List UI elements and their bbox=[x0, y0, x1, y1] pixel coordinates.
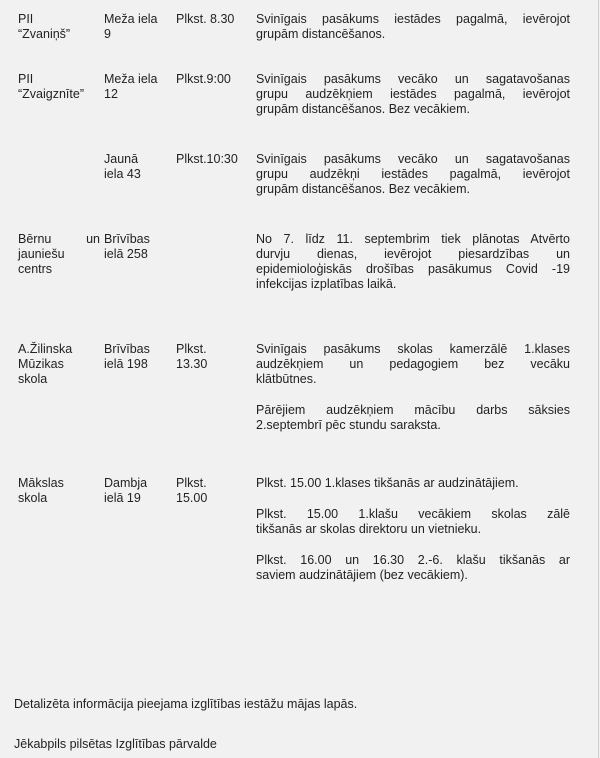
event-description bbox=[256, 12, 570, 42]
time: Plkst. 13.30 bbox=[176, 342, 208, 371]
description-paragraph: Svinīgais pasākums vecāko un sagatavošanas grupu audzēkņi iestādes pagalmā, ievērojot grupām distancēšanos. Bez vecākiem. bbox=[256, 152, 570, 196]
address: Dambja ielā 19 bbox=[104, 476, 148, 505]
event-description bbox=[256, 342, 570, 433]
address: Brīvības ielā 198 bbox=[104, 342, 150, 371]
description-paragraph: Plkst. 16.00 un 16.30 2.-6. klašu tikšanās ar saviem audzinātājiem (bez vecākiem). bbox=[256, 553, 570, 582]
institution-name: PII “Zvaigznīte” bbox=[18, 72, 84, 101]
description-paragraph: Plkst. 15.00 1.klases tikšanās ar audzinātājiem. bbox=[256, 476, 519, 490]
event-description bbox=[256, 152, 570, 197]
time: Plkst.10:30 bbox=[176, 152, 238, 166]
description-paragraph: Svinīgais pasākums vecāko un sagatavošanas grupu audzēkņiem iestādes pagalmā, ievērojot grupām distancēšanos. Bez vecākiem. bbox=[256, 72, 570, 116]
footer-info: Detalizēta informācija pieejama izglītības iestāžu mājas lapās. bbox=[14, 697, 358, 711]
event-description bbox=[256, 72, 570, 117]
institution-name: Bērnu un jauniešu centrs bbox=[18, 232, 100, 276]
description-paragraph: Svinīgais pasākums skolas kamerzālē 1.klases audzēkņiem un pedagogiem bez vecāku klātbūtnes. bbox=[256, 342, 570, 386]
time: Plkst. 15.00 bbox=[176, 476, 208, 505]
footer-signature: Jēkabpils pilsētas Izglītības pārvalde bbox=[14, 737, 217, 751]
address: Meža iela 12 bbox=[104, 72, 158, 101]
institution-name: Mākslas skola bbox=[18, 476, 64, 505]
time: Plkst. 8.30 bbox=[176, 12, 235, 26]
description-paragraph: Pārējiem audzēkņiem mācību darbs sāksies 2.septembrī pēc stundu saraksta. bbox=[256, 403, 570, 432]
institution-name: A.Žilinska Mūzikas skola bbox=[18, 342, 73, 386]
description-paragraph: Plkst. 15.00 1.klašu vecākiem skolas zālē tikšanās ar skolas direktoru un vietnieku. bbox=[256, 507, 570, 536]
description-paragraph: Svinīgais pasākums iestādes pagalmā, ievērojot grupām distancēšanos. bbox=[256, 12, 570, 41]
address: Meža iela 9 bbox=[104, 12, 158, 41]
address: Brīvības ielā 258 bbox=[104, 232, 150, 261]
time: Plkst.9:00 bbox=[176, 72, 231, 86]
event-description bbox=[256, 232, 570, 292]
event-description bbox=[256, 476, 570, 583]
description-paragraph: No 7. līdz 11. septembrim tiek plānotas Atvērto durvju dienas, ievērojot piesardzības un epidemioloģiskās drošības pasākumus Covid -19 infekcijas izplatības laikā. bbox=[256, 232, 570, 291]
address: Jaunā iela 43 bbox=[104, 152, 141, 181]
institution-name: PII “Zvaniņš” bbox=[18, 12, 71, 41]
